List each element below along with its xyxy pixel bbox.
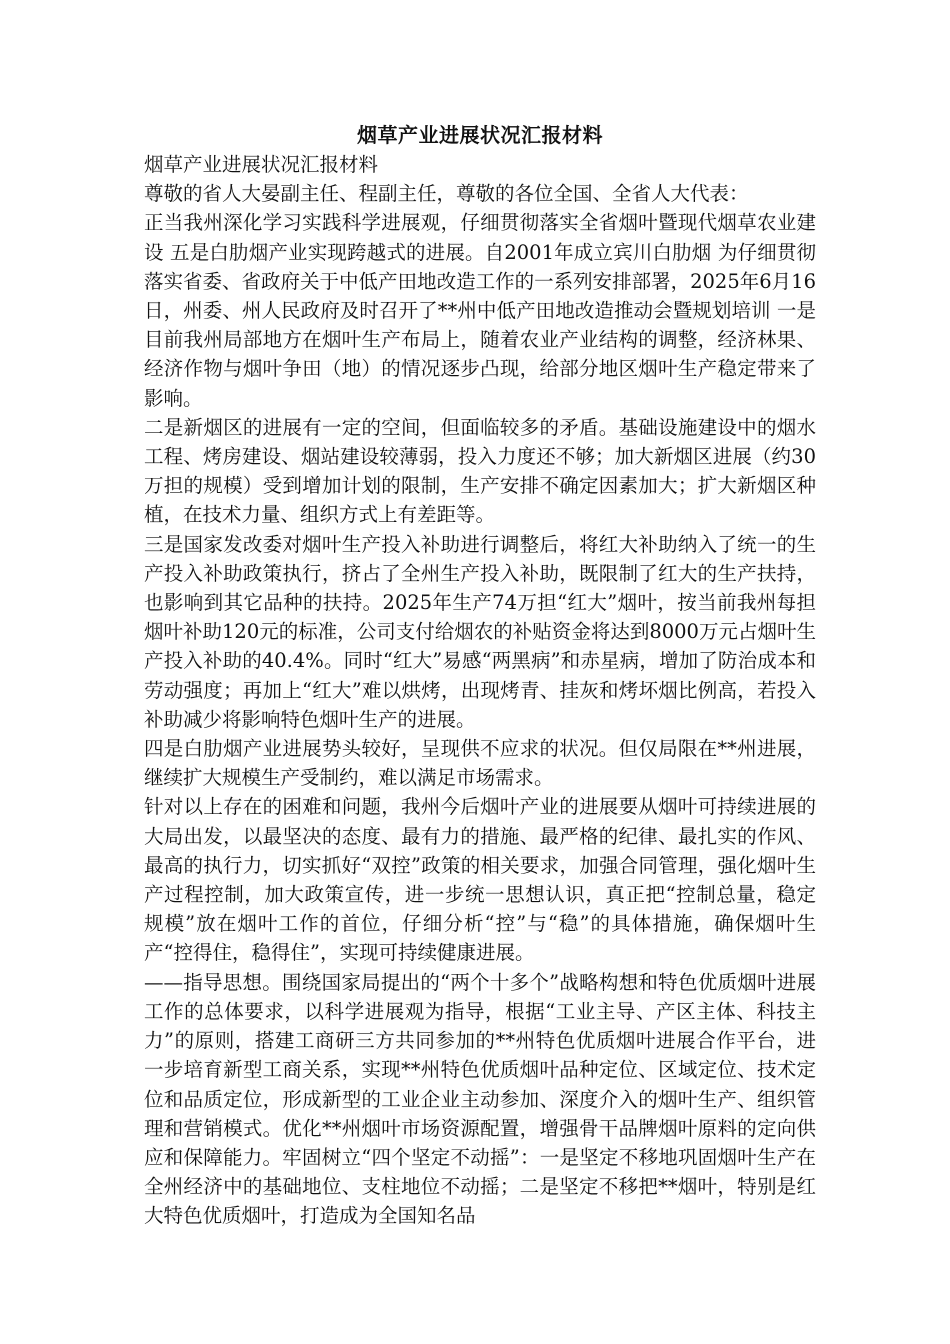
paragraph-point-four: 四是白肋烟产业进展势头较好，呈现供不应求的状况。但仅局限在**州进展，继续扩大规模生产受制约，难以满足市场需求。 — [144, 737, 816, 790]
paragraph-point-three: 三是国家发改委对烟叶生产投入补助进行调整后，将红大补助纳入了统一的生产投入补助政策执行，挤占了全州生产投入补助，既限制了红大的生产扶持，也影响到其它品种的扶持。2025年生产74万担“红大”烟叶，按当前我州每担烟叶补助120元的标准，公司支付给烟农的补贴资金将达到8000万元占烟叶生产投入补助的40.4%。同时“红大”易感“两黑病”和赤星病，增加了防治成本和劳动强度；再加上“红大”难以烘烤，出现烤青、挂灰和烤坏烟比例高，若投入补助减少将影响特色烟叶生产的进展。 — [144, 532, 816, 731]
paragraph-guiding-thought: ——指导思想。围绕国家局提出的“两个十多个”战略构想和特色优质烟叶进展工作的总体要求，以科学进展观为指导，根据“工业主导、产区主体、科技主力”的原则，搭建工商研三方共同参加的**州特色优质烟叶进展合作平台，进一步培育新型工商关系，实现**州特色优质烟叶品种定位、区域定位、技术定位和品质定位，形成新型的工业企业主动参加、深度介入的烟叶生产、组织管理和营销模式。优化**州烟叶市场资源配置，增强骨干品牌烟叶原料的定向供应和保障能力。牢固树立“四个坚定不动摇”：一是坚定不移地巩固烟叶生产在全州经济中的基础地位、支柱地位不动摇；二是坚定不移把**烟叶，特别是红大特色优质烟叶，打造成为全国知名品 — [144, 970, 816, 1228]
paragraph-measures: 针对以上存在的困难和问题，我州今后烟叶产业的进展要从烟叶可持续进展的大局出发，以最坚决的态度、最有力的措施、最严格的纪律、最扎实的作风、最高的执行力，切实抓好“双控”政策的相关要求，加强合同管理，强化烟叶生产过程控制，加大政策宣传，进一步统一思想认识，真正把“控制总量，稳定规模”放在烟叶工作的首位，仔细分析“控”与“稳”的具体措施，确保烟叶生产“控得住，稳得住”，实现可持续健康进展。 — [144, 795, 816, 965]
paragraph-salutation: 尊敬的省人大晏副主任、程副主任，尊敬的各位全国、全省人大代表： — [144, 182, 749, 206]
paragraph-subtitle: 烟草产业进展状况汇报材料 — [144, 153, 379, 176]
document-title: 烟草产业进展状况汇报材料 — [357, 123, 603, 147]
paragraph-point-two: 二是新烟区的进展有一定的空间，但面临较多的矛盾。基础设施建设中的烟水工程、烤房建设、烟站建设较薄弱，投入力度还不够；加大新烟区进展（约30万担的规模）受到增加计划的限制，生产安排不确定因素加大；扩大新烟区种植，在技术力量、组织方式上有差距等。 — [144, 415, 816, 527]
document-body — [144, 120, 816, 1231]
paragraph-intro: 正当我州深化学习实践科学进展观，仔细贯彻落实全省烟叶暨现代烟草农业建设 五是白肋烟产业实现跨越式的进展。自2001年成立宾川白肋烟 为仔细贯彻落实省委、省政府关于中低产田地改造工作的一系列安排部署，2025年6月16日，州委、州人民政府及时召开了**州中低产田地改造推动会暨规划培训 一是目前我州局部地方在烟叶生产布局上，随着农业产业结构的调整，经济林果、经济作物与烟叶争田（地）的情况逐步凸现，给部分地区烟叶生产稳定带来了影响。 — [144, 211, 816, 410]
